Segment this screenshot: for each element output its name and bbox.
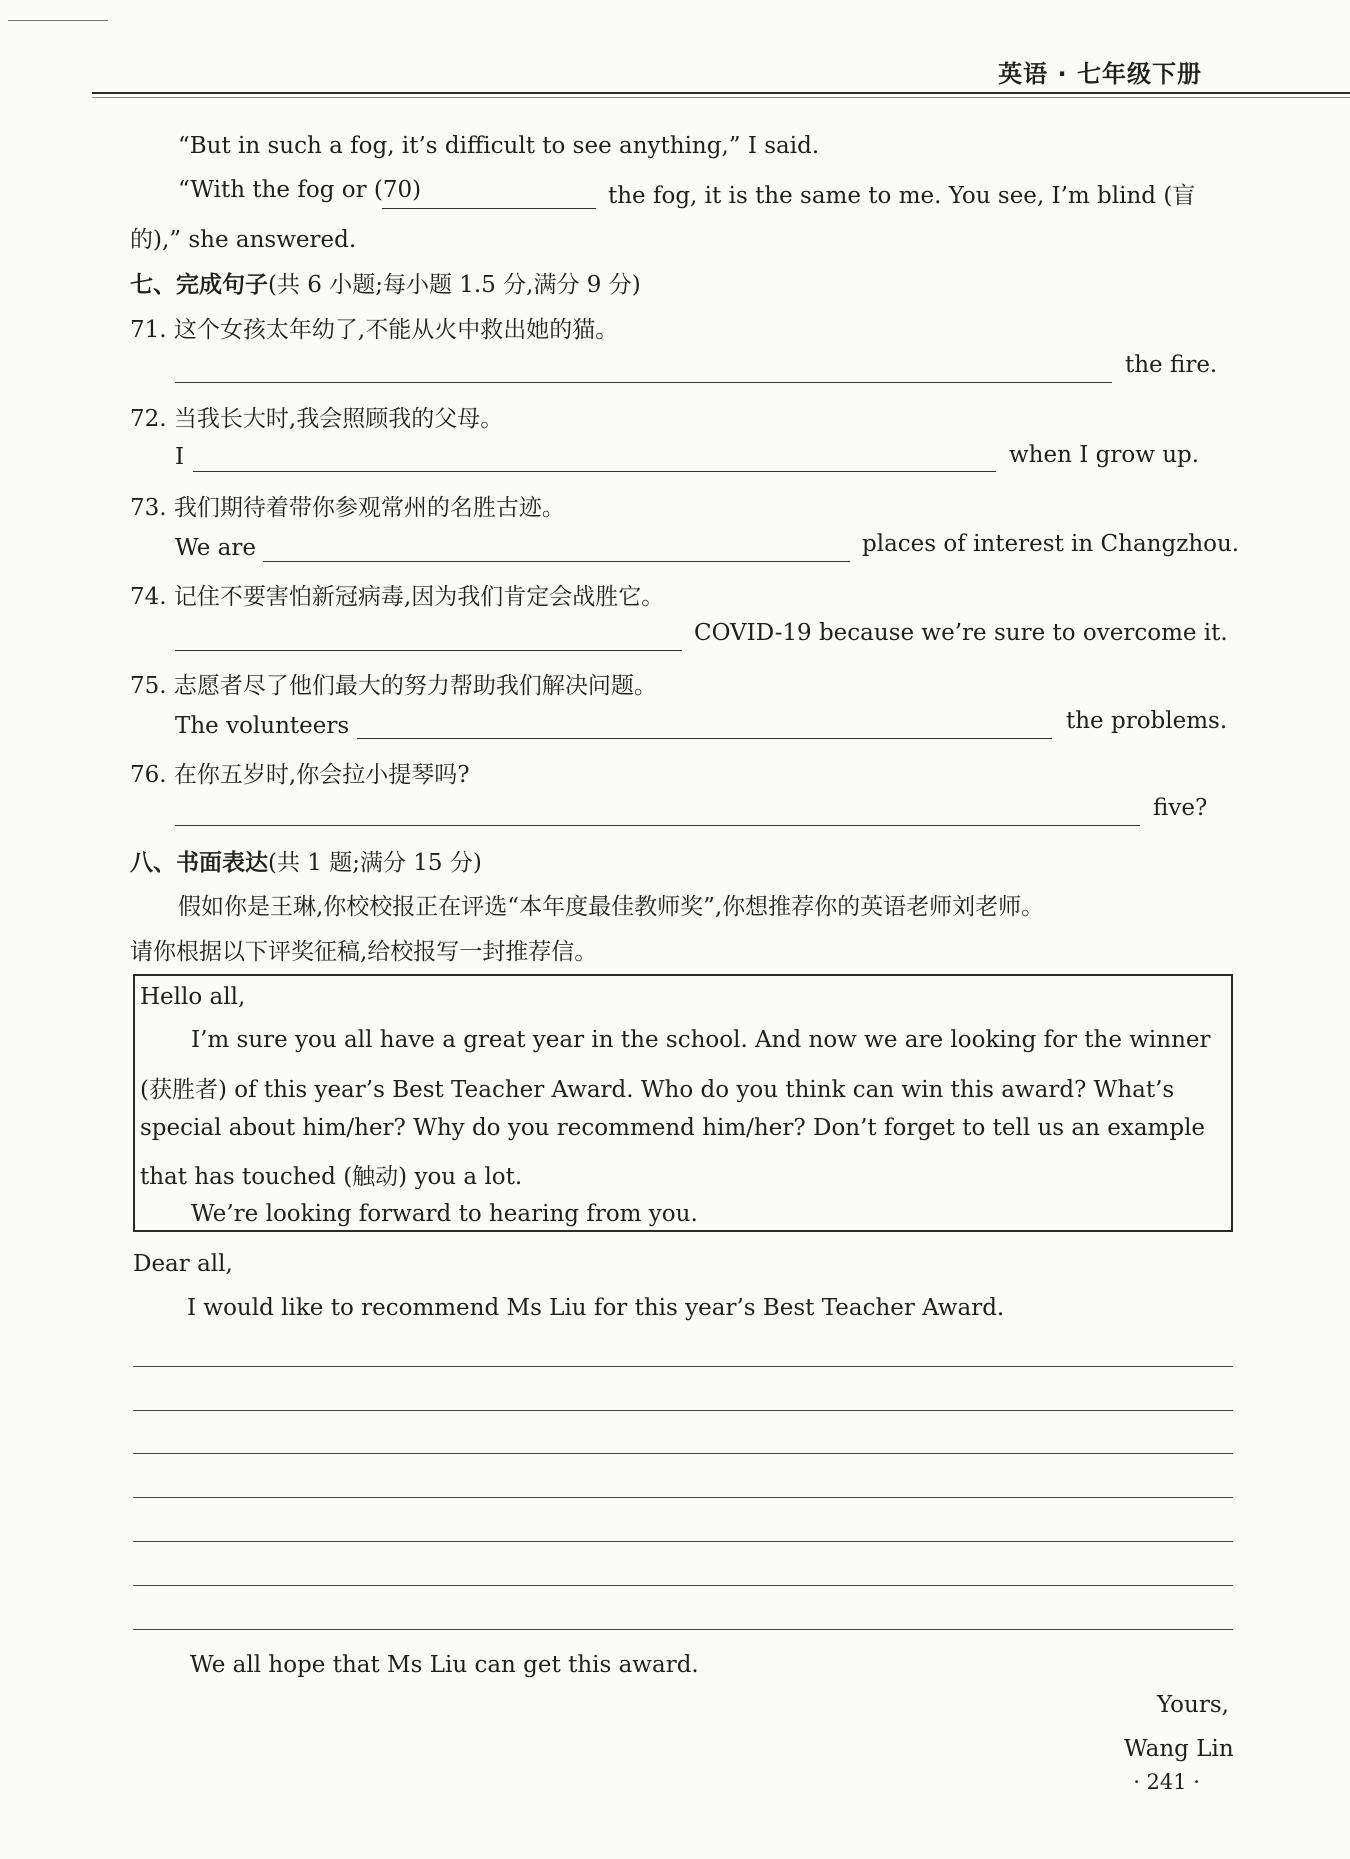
- q74-blank[interactable]: [175, 650, 682, 651]
- q75-prompt: 75. 志愿者尽了他们最大的努力帮助我们解决问题。: [130, 673, 657, 699]
- letter-signature: Wang Lin: [1124, 1736, 1234, 1762]
- notice-greeting: Hello all,: [140, 984, 246, 1010]
- section-8-title: 八、书面表达: [130, 850, 268, 876]
- q71-blank[interactable]: [175, 382, 1112, 383]
- passage-line-2a: “With the fog or (70): [178, 177, 422, 203]
- letter-signoff: Yours,: [1157, 1692, 1229, 1718]
- section-8-instruction-1: 假如你是王琳,你校校报正在评选“本年度最佳教师奖”,你想推荐你的英语老师刘老师。: [178, 894, 1045, 920]
- q71-prompt: 71. 这个女孩太年幼了,不能从火中救出她的猫。: [130, 317, 619, 343]
- section-7-title: 七、完成句子: [130, 272, 268, 298]
- passage-line-3: 的),” she answered.: [130, 227, 357, 253]
- q71-suffix: the fire.: [1125, 352, 1218, 378]
- page-number: · 241 ·: [1133, 1770, 1200, 1794]
- book-title: 英语 · 七年级下册: [998, 60, 1202, 88]
- q74-prompt: 74. 记住不要害怕新冠病毒,因为我们肯定会战胜它。: [130, 584, 665, 610]
- header-rule: [92, 92, 1350, 94]
- notice-line-2: (获胜者) of this year’s Best Teacher Award. Who do you think can win this award? What’s: [140, 1077, 1175, 1103]
- q75-prefix: The volunteers: [175, 713, 350, 739]
- q73-prefix: We are: [175, 535, 257, 561]
- answer-blank-70[interactable]: [382, 208, 596, 209]
- letter-greeting: Dear all,: [133, 1251, 233, 1277]
- q74-suffix: COVID-19 because we’re sure to overcome it.: [694, 620, 1228, 646]
- section-7-heading: [130, 266, 641, 299]
- q72-blank[interactable]: [193, 471, 996, 472]
- section-8-heading: [130, 844, 482, 877]
- writing-line[interactable]: [133, 1410, 1233, 1411]
- writing-line[interactable]: [133, 1629, 1233, 1630]
- writing-line[interactable]: [133, 1453, 1233, 1454]
- writing-line[interactable]: [133, 1585, 1233, 1586]
- q76-blank[interactable]: [175, 825, 1140, 826]
- header-rule-thin: [92, 97, 1350, 98]
- q75-suffix: the problems.: [1066, 708, 1228, 734]
- q76-suffix: five?: [1153, 795, 1208, 821]
- q73-prompt: 73. 我们期待着带你参观常州的名胜古迹。: [130, 495, 565, 521]
- q73-suffix: places of interest in Changzhou.: [862, 531, 1240, 557]
- section-8-instruction-2: 请你根据以下评奖征稿,给校报写一封推荐信。: [130, 939, 598, 965]
- section-7-note: (共 6 小题;每小题 1.5 分,满分 9 分): [268, 272, 641, 298]
- writing-line[interactable]: [133, 1366, 1233, 1367]
- section-8-note: (共 1 题;满分 15 分): [268, 850, 482, 876]
- notice-line-1: I’m sure you all have a great year in the school. And now we are looking for the winner: [191, 1027, 1211, 1053]
- notice-line-3: special about him/her? Why do you recommend him/her? Don’t forget to tell us an example: [140, 1115, 1206, 1141]
- passage-line-2b: the fog, it is the same to me. You see, I’m blind (盲: [608, 183, 1196, 209]
- writing-line[interactable]: [133, 1541, 1233, 1542]
- q72-prefix: I: [175, 444, 185, 470]
- q75-blank[interactable]: [357, 738, 1052, 739]
- letter-opening: I would like to recommend Ms Liu for this year’s Best Teacher Award.: [187, 1295, 1005, 1321]
- passage-line-1: “But in such a fog, it’s difficult to see anything,” I said.: [178, 133, 820, 159]
- q72-suffix: when I grow up.: [1009, 442, 1200, 468]
- notice-line-4: that has touched (触动) you a lot.: [140, 1164, 523, 1190]
- q73-blank[interactable]: [263, 561, 850, 562]
- q76-prompt: 76. 在你五岁时,你会拉小提琴吗?: [130, 762, 470, 788]
- edge-mark: [8, 20, 108, 21]
- q72-prompt: 72. 当我长大时,我会照顾我的父母。: [130, 406, 504, 432]
- notice-box: [133, 974, 1233, 1232]
- writing-line[interactable]: [133, 1497, 1233, 1498]
- notice-line-5: We’re looking forward to hearing from you.: [191, 1201, 698, 1227]
- letter-closing-line: We all hope that Ms Liu can get this award.: [190, 1652, 699, 1678]
